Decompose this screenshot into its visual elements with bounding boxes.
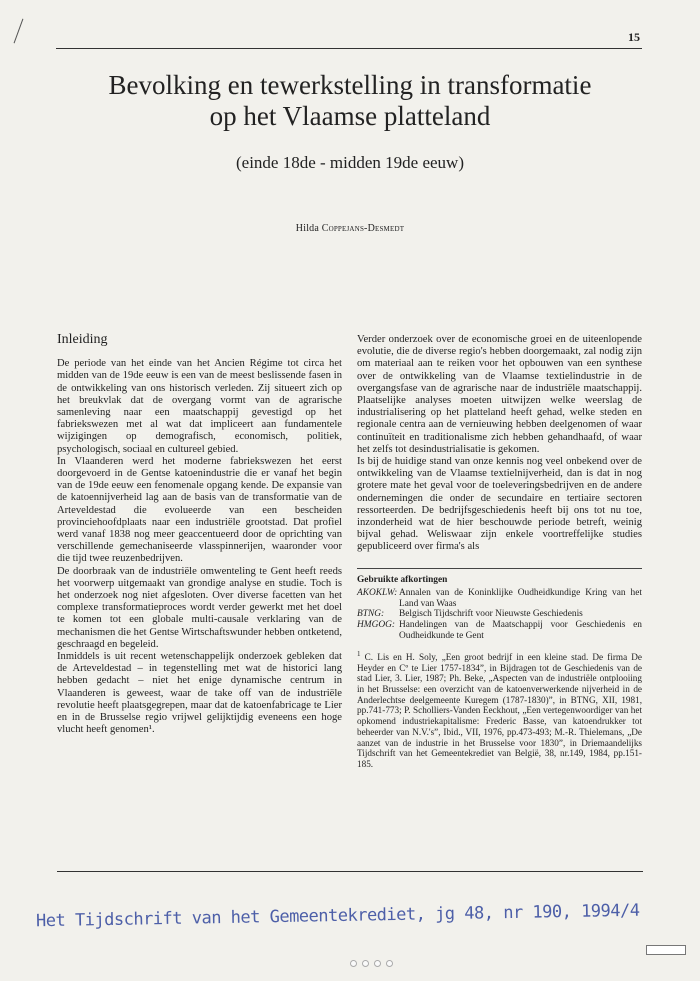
author (40, 223, 660, 234)
header-rule (56, 48, 642, 49)
abbreviations-list (357, 588, 642, 642)
footer-rule (57, 871, 643, 872)
hole (362, 960, 369, 967)
paragraph: De doorbraak van de industriële omwenteling te Gent heeft reeds het voorwerp uitgemaakt van grondige analyse en studie. Toch is het onderzoek nog niet afgesloten. Over diverse facetten van het complexe transformatieproces wordt verder gewerkt met het doel te komen tot een globale multi-causale verklaring van de mechanismen die het Gentse Wirtschaftswunder hebben ontketend, geschraagd en begeleid. (57, 565, 342, 650)
article-title (40, 70, 660, 132)
handwritten-source-note: Het Tijdschrift van het Gemeentekrediet, jg 48, nr 190, 1994/4 (35, 900, 640, 932)
abbreviation-row (357, 588, 642, 610)
hole (350, 960, 357, 967)
left-column (57, 334, 342, 737)
abbreviation-key: BTNG: (357, 609, 385, 620)
binding-holes (350, 960, 393, 967)
right-column (357, 334, 642, 770)
hole (386, 960, 393, 967)
paragraph: Is bij de huidige stand van onze kennis nog veel onbekend over de ontwikkeling van de Vlaamse textielnijverheid, dan is dat in nog grotere mate het geval voor de toeleveringsbedrijven en de andere ondernemingen die onder de secundaire en tertiaire sectoren ressorteerden. De bedrijfsgeschiedenis heeft bij ons tot nu toe, inzonderheid wat de hier beschouwde periode betreft, weinig bijval gehad. Weliswaar zijn enkele voortreffelijke studies gepubliceerd over firma's als (357, 456, 642, 553)
footnote-text: C. Lis en H. Soly, „Een groot bedrijf in een kleine stad. De firma De Heyder en Cº te Lier 1757-1834”, in Bijdragen tot de Geschiedenis van de stad Lier, 3. Lier, 1987; Ph. Beke, „Aspecten van de industriële ontplooiing in het Brusselse: een overzicht van de katoenverwerkende nijverheid in de Anderlechtse deelgemeente Kuregem (1787-1830)”, in BTNG, XII, 1981, pp.741-773; P. Scholliers-Vanden Eeckhout, „Een vertegenwoordiger van het opkomend industriekapitalisme: Frederic Basse, van katoendrukker tot beheerder van N.V.'s”, Ibid., VII, 1976, pp.473-493; M.-R. Thielemans, „De aanzet van de industrie in het Brusselse voor 1830”, in Driemaandelijks Tijdschrift van het Gemeentekrediet van België, 38, nr.149, 1984, pp.151-185. (357, 651, 643, 769)
footnote (357, 649, 642, 770)
abbreviations-title: Gebruikte afkortingen (357, 568, 642, 586)
author-last-name: Coppejans-Desmedt (321, 223, 405, 234)
archive-barcode-label (646, 945, 686, 955)
title-line-2: op het Vlaamse platteland (209, 101, 491, 131)
abbreviation-value: Annalen van de Koninklijke Oudheidkundige Kring van het Land van Waas (399, 587, 642, 609)
abbreviation-value: Handelingen van de Maatschappij voor Geschiedenis en Oudheidkunde te Gent (399, 620, 642, 642)
abbreviation-row (357, 609, 642, 620)
article-subtitle: (einde 18de - midden 19de eeuw) (236, 153, 464, 172)
title-line-1: Bevolking en tewerkstelling in transformatie (108, 70, 592, 100)
hole (374, 960, 381, 967)
paragraph: Verder onderzoek over de economische groei en de uiteenlopende evolutie, die de diverse regio's hebben doorgemaakt, zal nodig zijn om materiaal aan te reiken voor het opbouwen van een synthese over de ontwikkeling van de Vlaamse textielindustrie in de overgangsfase van de agrarische naar de industriële maatschappij. Plaatselijke analyses moeten uitwijzen welke weerslag de industrialisering op het platteland heeft gehad, welke steden en regionale centra aan de vernieuwing hebben deelgenomen of waar continuïteit en traditionalisme zich hebben gehandhaafd, of waar het zelfs tot desindustrialisatie is gekomen. (357, 334, 642, 455)
footnote-marker: 1 (357, 649, 361, 658)
abbreviation-value: Belgisch Tijdschrift voor Nieuwste Geschiedenis (399, 609, 583, 620)
abbreviation-key: AKOKLW: (357, 587, 398, 598)
section-heading: Inleiding (57, 332, 108, 347)
paragraph: Inmiddels is uit recent wetenschappelijk onderzoek gebleken dat de Arteveldestad – in tegenstelling met wat de historici lang hebben gedacht – niet het enige dynamische centrum in Vlaanderen is geweest, waar de take off van de industriële revolutie heeft plaatsgegrepen, maar dat de katoenfabricage te Lier en in de Brusselse regio vrijwel gelijktijdig eveneens een hoge vlucht heeft genomen¹. (57, 651, 342, 736)
pen-mark (14, 19, 24, 44)
paragraph: In Vlaanderen werd het moderne fabriekswezen het eerst doorgevoerd in de Gentse katoenindustrie die er vanaf het begin van de 19de eeuw een fenomenale opgang kende. De expansie van de katoennijverheid lag aan de basis van de transformatie van de Arteveldestad die evolueerde van een bescheiden provinciehoofdplaats naar een industriële grootstad. Dat profiel werd vanaf 1838 nog meer geaccentueerd door de oprichting van verschillende gemechaniseerde vlasspinnerijen, waaronder voor die tijd twee reuzenbedrijven. (57, 455, 342, 565)
author-first-name: Hilda (295, 223, 320, 234)
abbreviation-key: HMGOG: (357, 620, 396, 631)
paragraph: De periode van het einde van het Ancien Régime tot circa het midden van de 19de eeuw is een van de meest beslissende fasen in de ontwikkeling van ons historisch verleden. Zij situeert zich op het breukvlak dat de overgang vormt van de agrarische samenleving naar een maatschappij gevestigd op het fabriekswezen met al wat dat impliceert aan fundamentele wijzigingen op demografisch, economisch, politiek, psychologisch, sociaal en cultureel gebied. (57, 358, 342, 455)
page-number: 15 (628, 30, 640, 44)
abbreviation-row (357, 620, 642, 642)
